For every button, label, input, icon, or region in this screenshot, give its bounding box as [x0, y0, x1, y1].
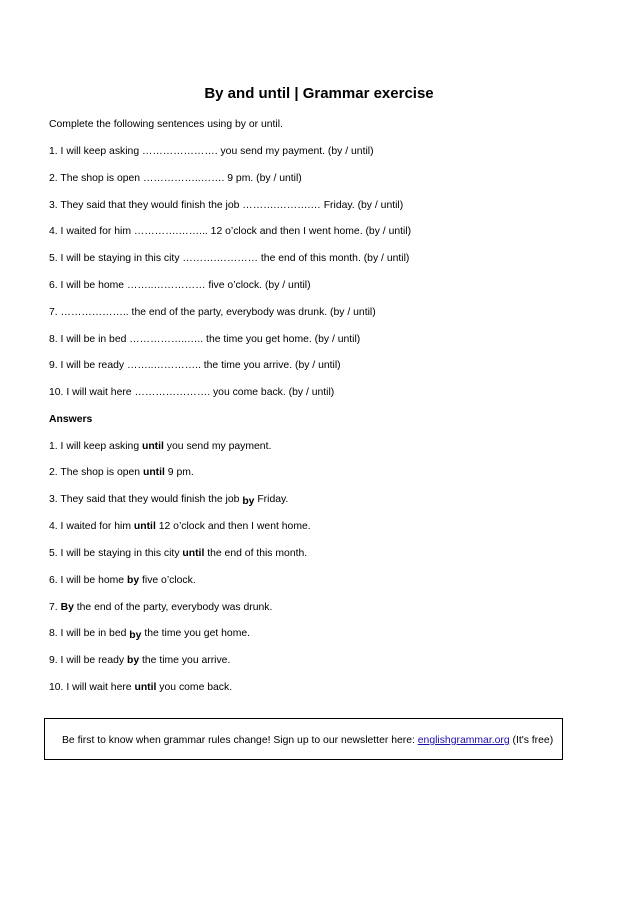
answer-key: By: [60, 602, 74, 613]
newsletter-text: [62, 734, 553, 747]
answer-text: 5. I will be staying in this city: [49, 548, 183, 559]
answer-text: the end of the party, everybody was drunk.: [73, 602, 273, 613]
answer-item: [49, 627, 250, 640]
exercise-item: 1. I will keep asking …………………. you send my payment. (by / until): [49, 146, 374, 157]
answer-text: 9. I will be ready: [49, 655, 127, 666]
answer-item: [49, 493, 288, 506]
answer-text: you come back.: [156, 682, 233, 693]
answer-text: the time you get home.: [141, 628, 251, 639]
answer-key: by: [129, 630, 142, 641]
answer-item: [49, 654, 230, 667]
exercise-item: 10. I will wait here …………………. you come back. (by / until): [49, 387, 335, 398]
answer-item: [49, 466, 194, 479]
answer-key: by: [242, 496, 255, 507]
answer-text: Friday.: [254, 494, 289, 505]
newsletter-suffix: (It's free): [509, 735, 554, 746]
answer-text: you send my payment.: [163, 441, 272, 452]
newsletter-box: [44, 718, 563, 760]
answer-text: 9 pm.: [164, 467, 194, 478]
answer-text: 10. I will wait here: [49, 682, 135, 693]
answer-item: [49, 547, 307, 560]
answer-key: by: [126, 575, 140, 586]
answer-text: the end of this month.: [204, 548, 308, 559]
answer-item: [49, 520, 311, 533]
answer-text: 3. They said that they would finish the job: [49, 494, 243, 505]
answer-text: 1. I will keep asking: [49, 441, 142, 452]
answer-key: until: [133, 521, 156, 532]
answer-text: five o’clock.: [139, 575, 196, 586]
answer-key: until: [134, 682, 157, 693]
exercise-item: 7. ……………….. the end of the party, everybody was drunk. (by / until): [49, 307, 376, 318]
answer-item: [49, 601, 272, 614]
answer-text: 8. I will be in bed: [49, 628, 130, 639]
exercise-item: 3. They said that they would finish the job ……….……….… Friday. (by / until): [49, 200, 404, 211]
exercise-item: 5. I will be staying in this city ……….………… the end of this month. (by / until): [49, 253, 410, 264]
answer-text: the time you arrive.: [139, 655, 231, 666]
page-title: By and until | Grammar exercise: [204, 85, 434, 102]
answer-key: until: [182, 548, 205, 559]
answer-key: until: [142, 467, 165, 478]
answer-text: 4. I waited for him: [49, 521, 134, 532]
answer-item: [49, 574, 196, 587]
exercise-item: 2. The shop is open ……………..……. 9 pm. (by / until): [49, 173, 302, 184]
answer-text: 2. The shop is open: [49, 467, 143, 478]
exercise-item: 4. I waited for him ………….……... 12 o’clock and then I went home. (by / until): [49, 226, 412, 237]
exercise-item: 6. I will be home ……..…………… five o’clock. (by / until): [49, 280, 311, 291]
instructions: Complete the following sentences using by or until.: [49, 119, 283, 130]
answer-text: 7.: [49, 602, 61, 613]
newsletter-link[interactable]: englishgrammar.org: [417, 735, 510, 746]
newsletter-message: Be first to know when grammar rules change! Sign up to our newsletter here:: [62, 735, 418, 746]
answer-key: by: [126, 655, 140, 666]
answer-text: 12 o’clock and then I went home.: [155, 521, 311, 532]
answer-item: [49, 681, 232, 694]
answer-key: until: [141, 441, 164, 452]
answer-item: [49, 440, 271, 453]
exercise-item: 9. I will be ready ……..………….. the time you arrive. (by / until): [49, 360, 341, 371]
exercise-item: 8. I will be in bed ……………..….. the time you get home. (by / until): [49, 334, 361, 345]
answer-text: 6. I will be home: [49, 575, 127, 586]
answers-heading: Answers: [49, 414, 93, 425]
